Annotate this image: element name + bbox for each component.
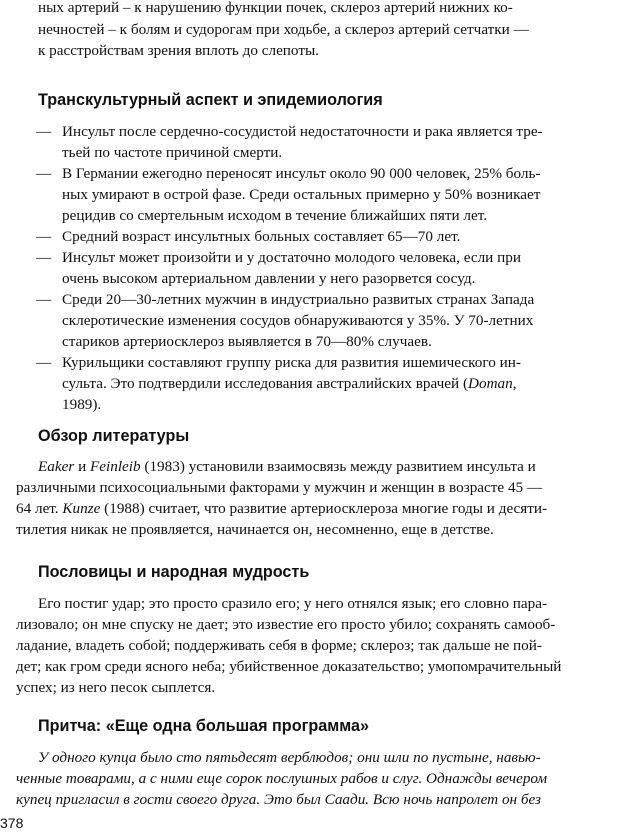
author-name: Eaker <box>38 458 75 475</box>
paragraph-line: У одного купца было сто пятьдесят верблюдов; они шли по пустыне, навью- <box>38 749 541 766</box>
bullet-text: Средний возраст инсультных больных составляет 65—70 лет. <box>62 228 461 245</box>
bullet-item <box>36 227 460 246</box>
section-heading-literature: Обзор литературы <box>38 427 190 445</box>
bullet-dash: — <box>36 123 52 140</box>
page-number: 378 <box>0 815 24 831</box>
bullet-dash: — <box>36 228 52 245</box>
section-heading-proverbs: Пословицы и народная мудрость <box>38 563 310 581</box>
bullet-continuation: склеротические изменения сосудов обнаруживаются у 35%. У 70-летних <box>62 312 534 329</box>
paragraph-line <box>16 499 547 518</box>
bullet-dash: — <box>36 249 52 266</box>
section-heading-transcultural: Транскультурный аспект и эпидемиология <box>38 91 383 109</box>
paragraph-line: купец пригласил в гости своего друга. Это был Саади. Всю ночь напролет он без <box>16 791 541 808</box>
paragraph-line: Его постиг удар; это просто сразило его; у него отнялся язык; его словно пара- <box>38 595 548 612</box>
paragraph-line: ладание, владеть собой; поддерживать себя в форме; склероз; так дальше не пой- <box>16 637 542 654</box>
bullet-item <box>36 290 534 309</box>
citation-author: Doman <box>468 375 513 392</box>
bullet-continuation: рецидив со смертельным исходом в течение ближайших пяти лет. <box>62 207 487 224</box>
paragraph-line: различными психосоциальными факторами у мужчин и женщин в возрасте 45 — <box>16 479 543 496</box>
bullet-text: , <box>512 375 517 392</box>
paragraph-text: (1983) установили взаимосвязь между развитием инсульта и <box>140 458 536 475</box>
bullet-text: Инсульт может произойти и у достаточно молодого человека, если при <box>62 249 521 266</box>
paragraph-text: и <box>74 458 90 475</box>
bullet-dash: — <box>36 354 52 371</box>
paragraph-line: дет; как гром среди ясного неба; убийственное доказательство; умопомрачительный <box>16 658 562 675</box>
bullet-continuation: очень высоком артериальном давлении у него разорвется сосуд. <box>62 270 476 287</box>
bullet-text: Курильщики составляют группу риска для развития ишемического ин- <box>62 354 521 371</box>
bullet-item <box>36 248 521 267</box>
bullet-item <box>36 122 543 141</box>
bullet-continuation: 1989). <box>62 396 102 413</box>
paragraph-text: (1988) считает, что развитие артериосклероза многие годы и десяти- <box>100 500 548 517</box>
paragraph-text: 64 лет. <box>16 500 63 517</box>
bullet-continuation: стариков артериосклероз выявляется в 70—80% случаев. <box>62 333 432 350</box>
paragraph-line: успех; из него песок сыплется. <box>16 679 216 696</box>
paragraph-line: ченные товарами, а с ними еще сорок послушных рабов и слуг. Однажды вечером <box>16 770 548 787</box>
paragraph-line: лизовало; он мне спуску не дает; это известие его просто убило; сохранять самооб- <box>16 616 556 633</box>
bullet-dash: — <box>36 291 52 308</box>
bullet-text: Среди 20—30-летних мужчин в индустриально развитых странах Запада <box>62 291 535 308</box>
bullet-item <box>36 353 521 372</box>
bullet-item <box>36 164 540 183</box>
bullet-text: Инсульт после сердечно-сосудистой недостаточности и рака является тре- <box>62 123 543 140</box>
paragraph-line <box>38 457 536 476</box>
section-heading-parable: Притча: «Еще одна большая программа» <box>38 717 369 735</box>
bullet-text: В Германии ежегодно переносят инсульт около 90 000 человек, 25% боль- <box>62 165 541 182</box>
author-name: Feinleib <box>90 458 141 475</box>
bullet-continuation: тьей по частоте причиной смерти. <box>62 144 283 161</box>
bullet-dash: — <box>36 165 52 182</box>
intro-line: нечностей – к болям и судорогам при ходьбе, а склероз артерий сетчатки — <box>38 21 529 38</box>
bullet-continuation: ных умирают в острой фазе. Среди остальных примерно у 50% возникает <box>62 186 541 203</box>
intro-line: к расстройствам зрения вплоть до слепоты. <box>38 42 319 59</box>
paragraph-line: тилетия никак не проявляется, начинается он, несомненно, еще в детстве. <box>16 521 494 538</box>
bullet-text: сульта. Это подтвердили исследования австралийских врачей ( <box>62 375 469 392</box>
author-name: Kunze <box>62 500 101 517</box>
intro-line: ных артерий – к нарушению функции почек, склероз артерий нижних ко- <box>38 0 513 16</box>
bullet-continuation <box>62 374 517 393</box>
